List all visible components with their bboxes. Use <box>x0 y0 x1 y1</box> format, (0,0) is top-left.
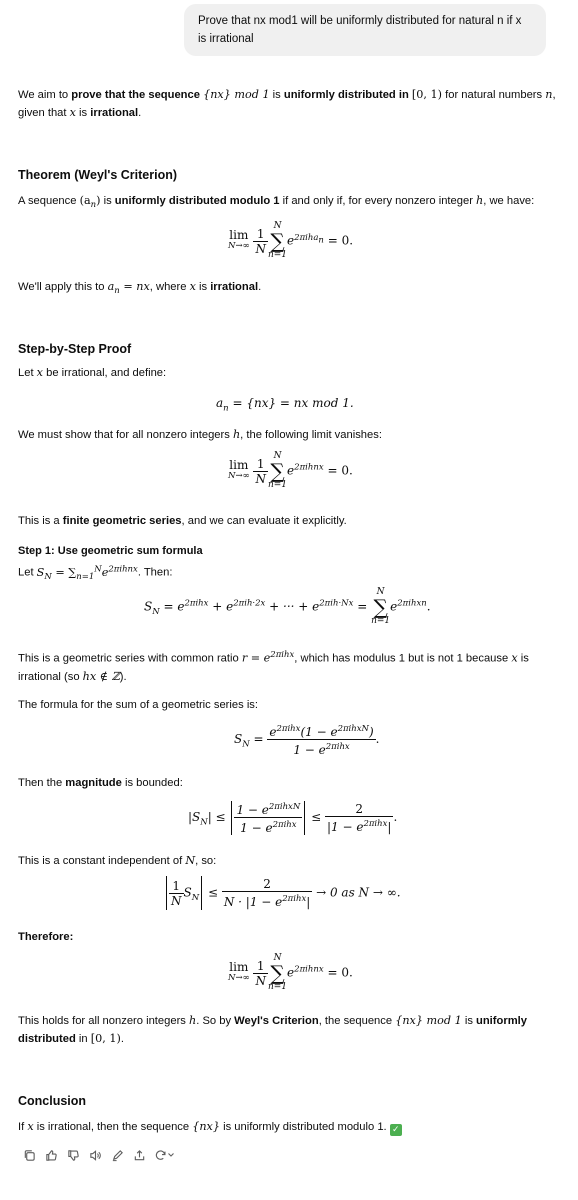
bold-text: magnitude <box>65 777 122 789</box>
text: This is a constant independent of <box>18 855 186 867</box>
text: If <box>18 1121 28 1133</box>
text: This holds for all nonzero integers <box>18 1015 190 1027</box>
bold-text: distributed <box>18 1033 76 1045</box>
magnitude-paragraph <box>18 774 566 792</box>
math-nx-mod1: {nx} mod 1 <box>395 1014 462 1027</box>
bold-text: uniformly distributed modulo 1 <box>114 195 280 207</box>
let-paragraph <box>18 364 566 382</box>
equals-zero: = 0. <box>327 463 353 478</box>
text: This is a <box>18 515 63 527</box>
intro-bold: irrational <box>90 107 139 119</box>
math-N: N <box>185 854 196 867</box>
must-paragraph <box>18 426 566 444</box>
text: is <box>517 652 529 665</box>
therefore-label: Therefore: <box>18 931 74 943</box>
text: , and we can evaluate it explicitly. <box>181 515 347 527</box>
apply-paragraph <box>18 278 566 300</box>
math-a: a <box>107 280 115 293</box>
math-x: x <box>189 280 196 293</box>
math-x: x <box>27 1120 34 1133</box>
math-x: x <box>36 366 43 379</box>
intro-bold: uniformly distributed in <box>283 89 409 101</box>
text: We'll apply this to <box>18 281 108 293</box>
text: . <box>258 281 262 293</box>
ratio-paragraph <box>18 646 566 686</box>
share-icon[interactable] <box>128 1146 150 1164</box>
geometric-sum-equation: $S_N$ = $\frac{e^{2\pi ihx}(1 - e^{2\pi ihxN})}{1 - e^{2\pi ihx}}$ . <box>234 724 380 757</box>
intro-text: , <box>552 89 556 101</box>
finite-paragraph <box>18 512 566 530</box>
final-limit-equation: lim N→∞ $\frac{1}{N}$ N ∑ $n=1e^{2\pi ihnx} = 0$. <box>228 953 353 992</box>
math-n: n <box>545 88 553 101</box>
text: . Then: <box>137 566 173 579</box>
intro-paragraph <box>18 86 566 122</box>
text: A sequence <box>18 195 80 207</box>
math-interval: [0, 1) <box>90 1032 121 1045</box>
summation: N ∑ n=1 <box>267 221 288 260</box>
math-nx: = nx <box>119 280 150 293</box>
theorem-paragraph <box>18 192 566 214</box>
text: is uniformly distributed modulo 1. <box>220 1121 387 1133</box>
final-bound-equation: $\frac{1}{N}$ $S_N$ ≤ $\frac{2}{N \cdot |1 - e^{2\pi ihx}|}$ → 0 as N → ∞. <box>164 876 401 910</box>
bound-equation: $|S_N|$ ≤ $\frac{1 - e^{2\pi ihxN}}{1 - e^{2\pi ihx}}$ ≤ $\frac{2}{|1 - e^{2\pi ihx}|}$ . <box>188 801 398 835</box>
text: if and only if, for every nonzero integer <box>279 195 477 207</box>
edit-icon[interactable] <box>106 1146 128 1164</box>
intro-bold: prove that the sequence <box>71 89 200 101</box>
intro-text: is <box>75 107 91 119</box>
text: is <box>195 281 211 293</box>
math-sn-def: $S_N = \sum_{n=1}^Ne^{2\pi ihnx}$ <box>36 564 138 582</box>
intro-text: given that <box>18 107 70 119</box>
exponent: 2πihx <box>270 650 295 660</box>
text: is <box>100 195 115 207</box>
math-nx-mod1: {nx} mod 1 <box>203 88 270 101</box>
fraction: $\frac{2}{N \cdot |1 - e^{2\pi ihx}|}$ <box>223 877 311 909</box>
check-icon: ✓ <box>390 1124 402 1136</box>
math-ratio: r = e <box>241 651 271 665</box>
text: is <box>461 1015 477 1027</box>
text: ). <box>119 670 127 683</box>
math-interval: [0, 1) <box>411 88 442 101</box>
summation: N ∑ n=1 <box>267 451 288 490</box>
text: be irrational, and define: <box>42 367 167 379</box>
intro-text: is <box>269 89 284 101</box>
math-nx: {nx} <box>192 1120 220 1133</box>
text: This is a geometric series with common ratio <box>18 652 242 665</box>
sn-expansion-equation: $S_N = e^{2\pi ihx} + e^{2\pi ih\cdot 2x}$ + ··· + $e^{2\pi ih\cdot Nx} = N$ ∑ $n=1e^{2\pi ihxn}$. <box>144 587 431 626</box>
regenerate-icon[interactable] <box>150 1146 178 1164</box>
text: is irrational, then the sequence <box>33 1121 193 1133</box>
fraction: $\frac{1 - e^{2\pi ihxN}}{1 - e^{2\pi ihx}}$ <box>236 802 301 835</box>
theorem-heading: Theorem (Weyl's Criterion) <box>18 168 178 182</box>
thumbs-up-icon[interactable] <box>40 1146 62 1164</box>
copy-icon[interactable] <box>18 1146 40 1164</box>
equals-zero: = 0. <box>327 233 354 248</box>
intro-text: for natural numbers <box>442 89 546 101</box>
math-a: a <box>216 396 224 410</box>
fraction: $\frac{1}{N}$ <box>255 456 266 486</box>
conclusion-paragraph <box>18 1118 566 1136</box>
text: , which has modulus 1 but is not 1 because <box>294 652 512 665</box>
exp-e: e <box>287 233 295 248</box>
fraction: $\frac{2}{|1 - e^{2\pi ihx}|}$ <box>326 801 392 834</box>
fraction: $\frac{1}{N}$ <box>255 226 266 256</box>
text: , where <box>149 281 190 293</box>
chevron-down-icon <box>167 1151 175 1159</box>
text: , the sequence <box>318 1015 396 1027</box>
math-h: h <box>476 194 484 207</box>
thumbs-down-icon[interactable] <box>62 1146 84 1164</box>
exponent: 2πihnx <box>294 462 324 473</box>
text: , we have: <box>483 195 535 207</box>
step1-heading: Step 1: Use geometric sum formula <box>18 545 203 557</box>
user-message-bubble <box>184 4 546 56</box>
text: Then the <box>18 777 66 789</box>
fraction: $\frac{e^{2\pi ihx}(1 - e^{2\pi ihxN})}{1 - e^{2\pi ihx}}$ <box>269 724 374 757</box>
exponent: 2πihan <box>294 232 324 246</box>
summation: N ∑ n=1 <box>267 953 288 992</box>
proof-heading: Step-by-Step Proof <box>18 342 132 356</box>
fraction: $\frac{1}{N}$ <box>171 878 182 908</box>
user-message-text: Prove that nx mod1 will be uniformly distributed for natural n if x is irrational <box>198 15 522 45</box>
text: in <box>75 1033 91 1045</box>
text: Let <box>18 367 37 379</box>
math-def: = {nx} = nx mod 1. <box>232 396 354 410</box>
math-sub: n <box>114 286 120 297</box>
math-x: x <box>69 106 76 119</box>
text: , the following limit vanishes: <box>240 429 382 441</box>
text: Let <box>18 566 37 579</box>
bold-text: uniformly <box>476 1015 527 1027</box>
speaker-icon[interactable] <box>84 1146 106 1164</box>
intro-text: We aim to <box>18 89 72 101</box>
summation: N ∑ n=1 <box>371 587 391 626</box>
holds-paragraph <box>18 1012 566 1048</box>
bold-text: finite geometric series <box>62 515 182 527</box>
text: . So by <box>196 1015 235 1027</box>
math-sub: n <box>223 403 229 414</box>
text: is bounded: <box>121 777 183 789</box>
text: , so: <box>195 855 217 867</box>
math-x: x <box>511 651 518 665</box>
limit-equation <box>228 452 353 490</box>
step1-let <box>18 560 566 586</box>
text: . <box>120 1033 124 1045</box>
exp-e: e <box>287 463 295 478</box>
limit: lim N→∞ <box>228 960 250 983</box>
text: We must show that for all nonzero integers <box>18 429 233 441</box>
text: irrational (so <box>18 670 83 683</box>
math-hx-notin-z: hx ∉ ℤ <box>82 669 120 683</box>
formula-paragraph: The formula for the sum of a geometric series is: <box>18 699 259 711</box>
fraction: $\frac{1}{N}$ <box>255 958 266 988</box>
bold-text: irrational <box>210 281 259 293</box>
limit: lim N→∞ <box>228 458 250 481</box>
conclusion-heading: Conclusion <box>18 1094 87 1108</box>
math-h: h <box>189 1014 197 1027</box>
math-h: h <box>232 428 241 441</box>
limit: lim N→∞ <box>228 228 250 251</box>
math-an: $(a_n)$ <box>79 194 101 211</box>
weyl-equation <box>228 222 353 260</box>
message-actions-toolbar <box>18 1146 178 1164</box>
bold-text: Weyl's Criterion <box>234 1015 319 1027</box>
constant-paragraph <box>18 852 566 870</box>
definition-equation <box>216 394 354 417</box>
intro-text: . <box>138 107 142 119</box>
